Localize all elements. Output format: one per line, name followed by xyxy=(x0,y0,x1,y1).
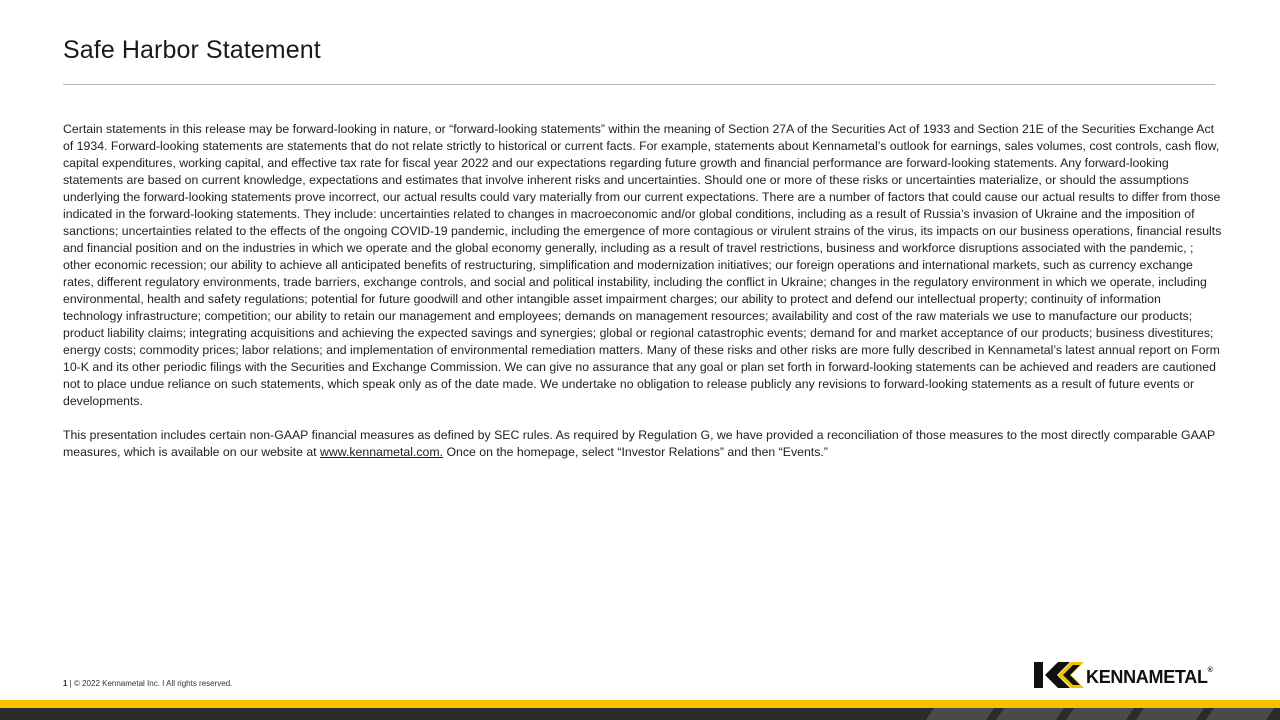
title-divider xyxy=(63,84,1215,85)
kennametal-k-logo-icon xyxy=(1034,662,1084,688)
logo-wordmark-text: KENNAMETAL xyxy=(1086,666,1208,687)
safe-harbor-body xyxy=(63,121,1223,461)
footer-diagonal-stripe xyxy=(1206,708,1274,720)
kennametal-logo xyxy=(1034,662,1213,688)
copyright-text: | © 2022 Kennametal Inc. I All rights reserved. xyxy=(67,679,233,688)
kennametal-website-link[interactable]: www.kennametal.com. xyxy=(320,445,444,459)
footer-copyright xyxy=(63,679,232,688)
non-gaap-instructions: Once on the homepage, select “Investor Relations” and then “Events.” xyxy=(443,445,828,459)
forward-looking-paragraph: Certain statements in this release may be forward-looking in nature, or “forward-looking statements” within the meaning of Section 27A of the Securities Act of 1933 and Section 21E of the Securities Exchange Act of 1934. Forward-looking statements are statements that do not relate strictly to historical or current facts. For example, statements about Kennametal’s outlook for earnings, sales volumes, cost controls, cash flow, capital expenditures, working capital, and effective tax rate for fiscal year 2022 and our expectations regarding future growth and financial performance are forward-looking statements. Any forward-looking statements are based on current knowledge, expectations and estimates that involve inherent risks and uncertainties. Should one or more of these risks or uncertainties materialize, or should the assumptions underlying the forward-looking statements prove incorrect, our actual results could vary materially from our current expectations. There are a number of factors that could cause our actual results to differ from those indicated in the forward-looking statements. They include: uncertainties related to changes in macroeconomic and/or global conditions, including as a result of Russia’s invasion of Ukraine and the imposition of sanctions; uncertainties related to the effects of the ongoing COVID-19 pandemic, including the emergence of more contagious or virulent strains of the virus, its impacts on our business operations, financial results and financial position and on the industries in which we operate and the global economy generally, including as a result of travel restrictions, business and workforce disruptions associated with the pandemic, ; other economic recession; our ability to achieve all anticipated benefits of restructuring, simplification and modernization initiatives; our foreign operations and international markets, such as currency exchange rates, different regulatory environments, trade barriers, exchange controls, and social and political instability, including the conflict in Ukraine; changes in the regulatory environment in which we operate, including environmental, health and safety regulations; potential for future goodwill and other intangible asset impairment charges; our ability to protect and defend our intellectual property; continuity of information technology infrastructure; competition; our ability to retain our management and employees; demands on management resources; availability and cost of the raw materials we use to manufacture our products; product liability claims; integrating acquisitions and achieving the expected savings and synergies; global or regional catastrophic events; demand for and market acceptance of our products; business divestitures; energy costs; commodity prices; labor relations; and implementation of environmental remediation matters. Many of these risks and other risks are more fully described in Kennametal’s latest annual report on Form 10-K and its other periodic filings with the Securities and Exchange Commission. We can give no assurance that any goal or plan set forth in forward-looking statements can be achieved and readers are cautioned not to place undue reliance on such statements, which speak only as of the date made. We undertake no obligation to release publicly any revisions to forward-looking statements as a result of future events or developments. xyxy=(63,122,1222,408)
slide-title: Safe Harbor Statement xyxy=(63,36,321,64)
page-number: 1 xyxy=(63,679,68,688)
footer-band xyxy=(0,700,1280,720)
footer-yellow-stripe xyxy=(0,700,1280,708)
footer-diagonal-stripe xyxy=(926,708,994,720)
footer-diagonal-stripe xyxy=(996,708,1064,720)
footer-diagonal-stripe xyxy=(1066,708,1134,720)
logo-wordmark xyxy=(1086,667,1213,688)
registered-mark: ® xyxy=(1207,666,1213,674)
non-gaap-text: This presentation includes certain non-GAAP financial measures as defined by SEC rules. As required by Regulation G, we have provided a reconciliation of those measures to the most directly comparable GAAP measures, which is available on our website at xyxy=(63,428,1215,459)
footer-diagonal-stripe xyxy=(1136,708,1204,720)
non-gaap-paragraph xyxy=(63,427,1223,461)
